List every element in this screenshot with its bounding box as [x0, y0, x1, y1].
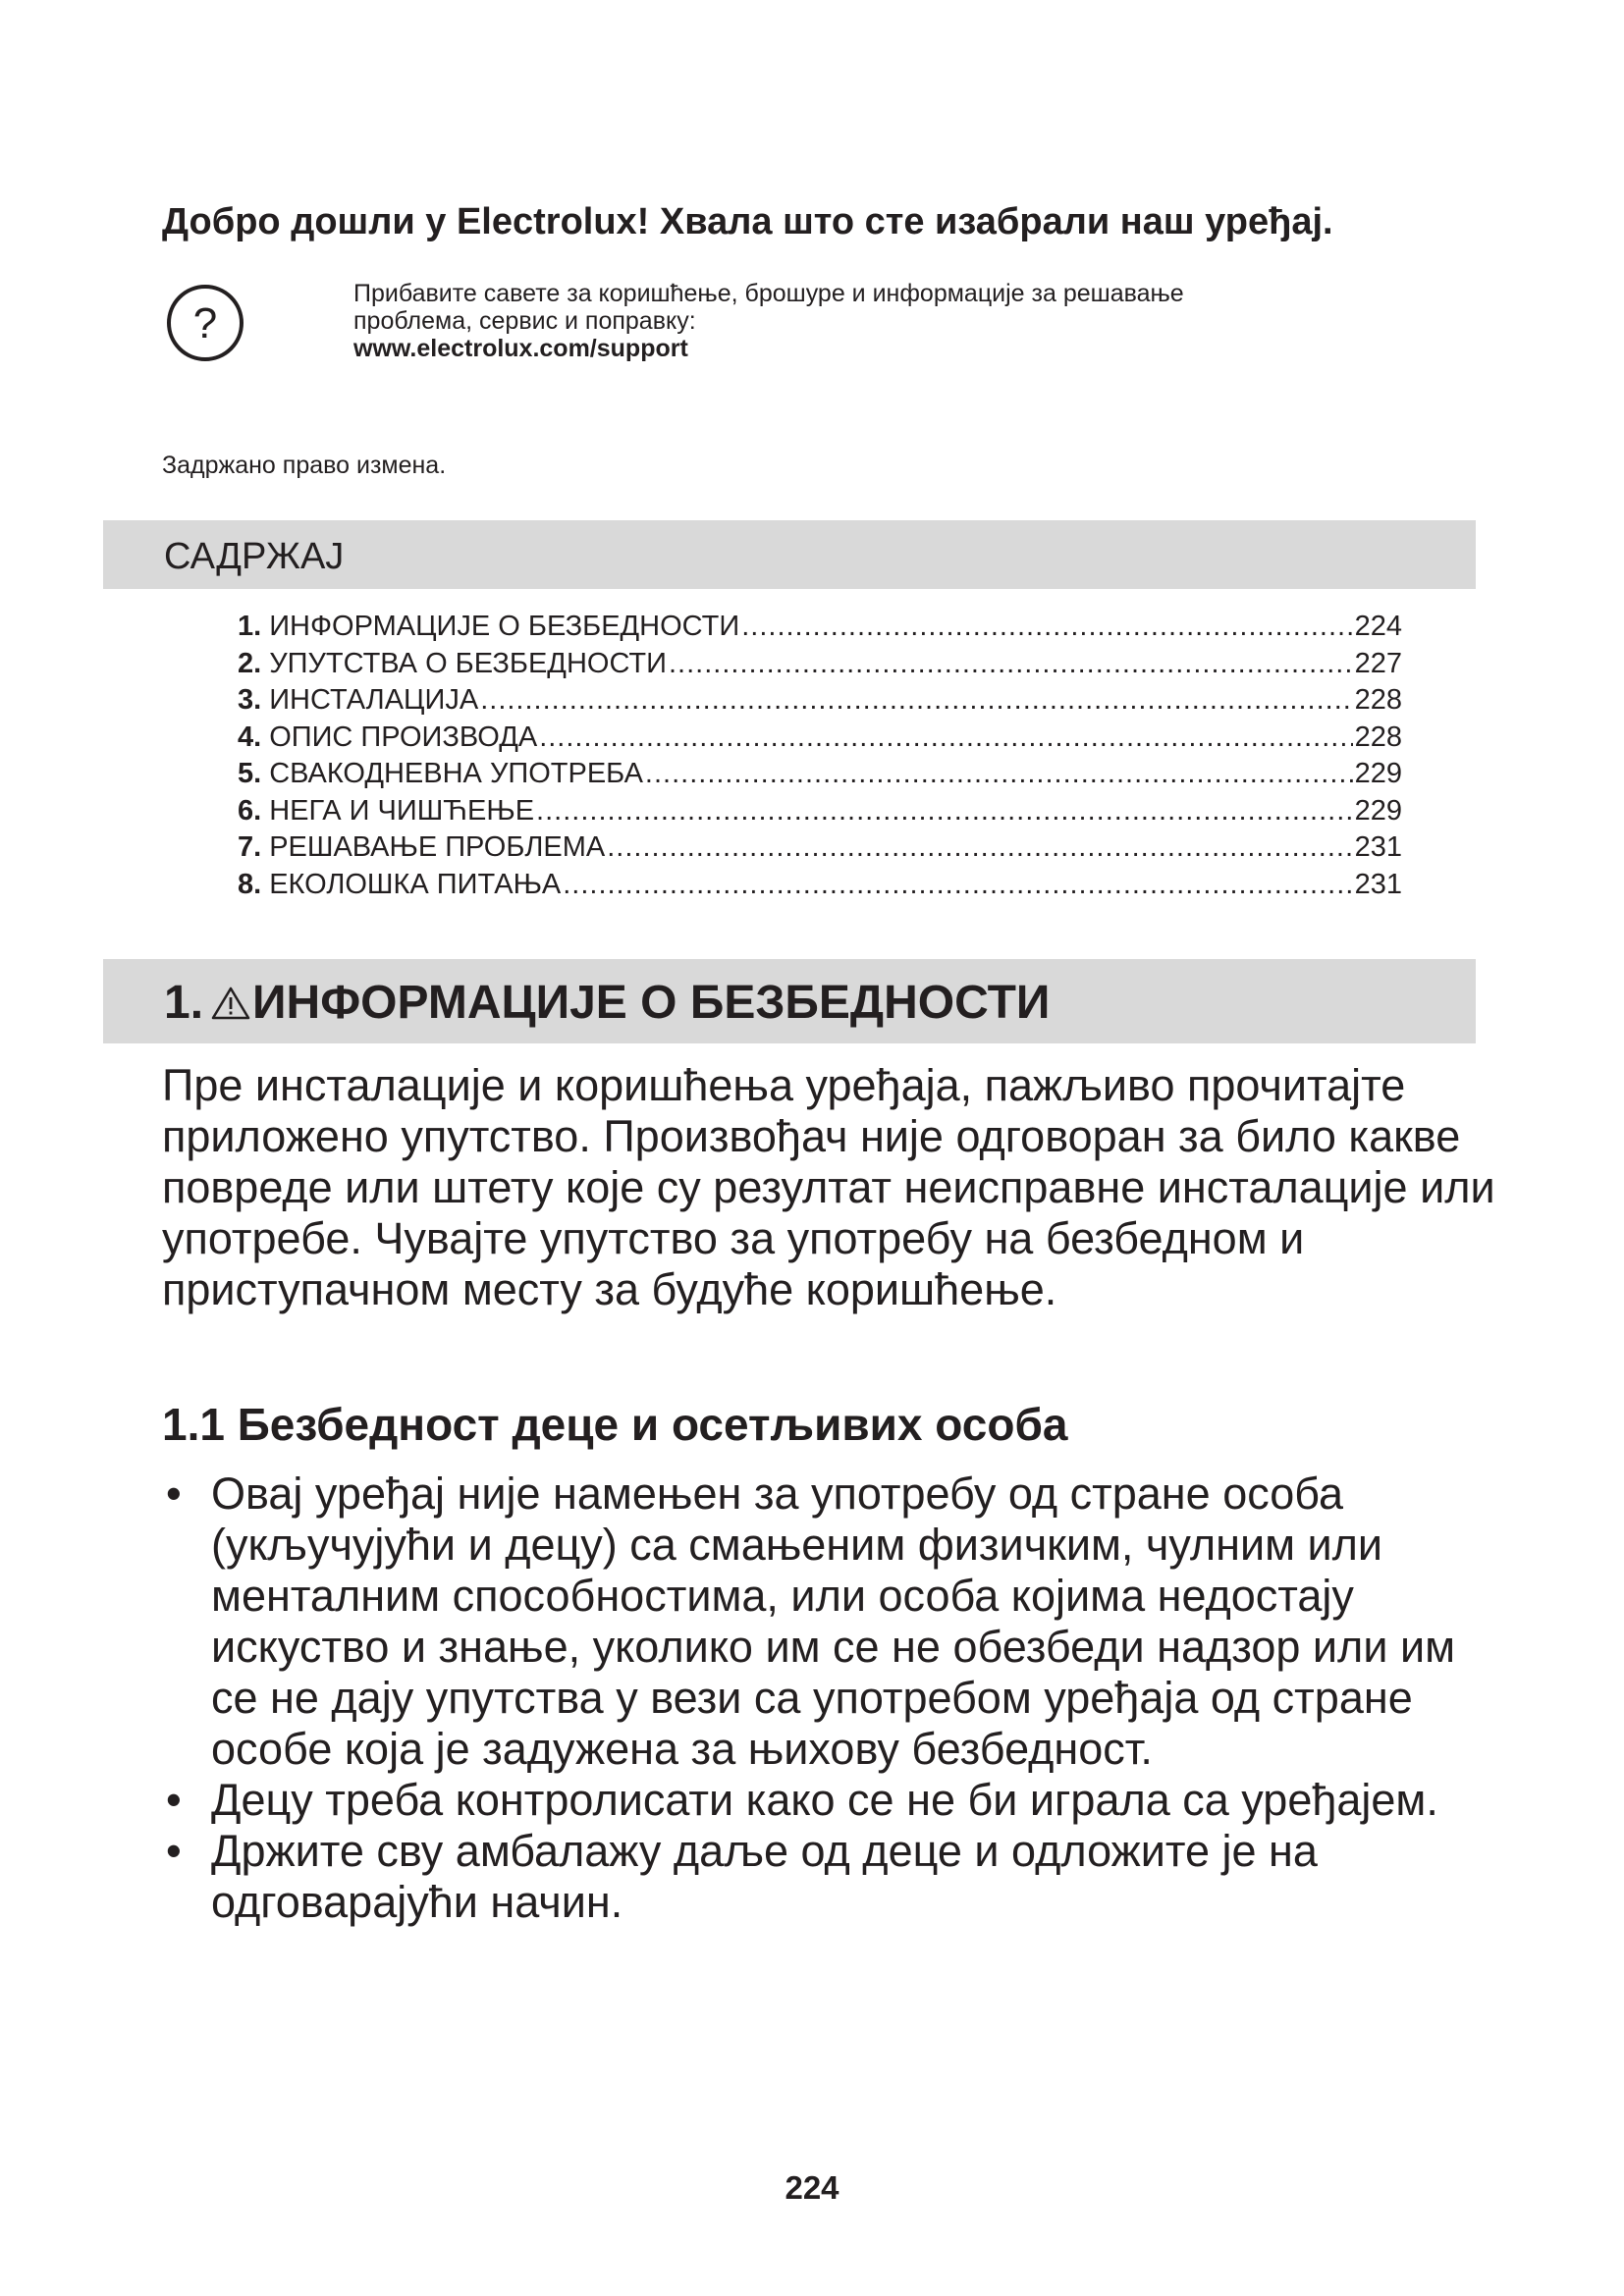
list-item [162, 1775, 1497, 1826]
toc-item[interactable] [238, 682, 1402, 720]
toc-item-number: 2. [238, 647, 262, 679]
toc-item[interactable] [238, 646, 1402, 683]
toc-dot-leader [645, 756, 1353, 793]
toc-list [238, 609, 1402, 903]
toc-item-number: 8. [238, 868, 262, 900]
toc-item-number: 6. [238, 794, 262, 827]
toc-title: САДРЖАЈ [164, 536, 345, 577]
toc-item-label: РЕШАВАЊЕ ПРОБЛЕМА [269, 831, 606, 863]
toc-dot-leader [480, 682, 1352, 720]
rights-reserved-note: Задржано право измена. [162, 452, 447, 479]
warning-triangle-icon [211, 986, 250, 1021]
list-item [162, 1826, 1497, 1928]
toc-dot-leader [563, 867, 1352, 904]
section-1-title: ИНФОРМАЦИЈЕ О БЕЗБЕДНОСТИ [252, 977, 1051, 1029]
support-info [353, 280, 1184, 362]
toc-item-label: УПУТСТВА О БЕЗБЕДНОСТИ [269, 647, 667, 679]
safety-bullet-list [162, 1468, 1497, 1928]
section-1-number: 1. [164, 977, 204, 1029]
bullet-text: Овај уређај није намењен за употребу од стране особа (укључујући и децу) са смањеним физичким, чулним или менталним способностима, или особа којима недостају искуство и знање, уколико им се не обезбеди надзор или им се не дају упутства у вези са употребом уређаја од стране особе која је задужена за њихову безбедност. [211, 1468, 1456, 1774]
bullet-marker: • [166, 1826, 182, 1876]
toc-item-number: 4. [238, 721, 262, 753]
bullet-text: Држите сву амбалажу даље од деце и одложите је на одговарајући начин. [211, 1826, 1318, 1927]
toc-item-page: 228 [1354, 721, 1402, 753]
toc-item[interactable] [238, 867, 1402, 904]
toc-item-number: 1. [238, 611, 262, 642]
toc-item-number: 5. [238, 758, 262, 789]
toc-item-label: ИНСТАЛАЦИЈА [269, 684, 479, 716]
toc-dot-leader [741, 609, 1352, 646]
toc-item[interactable] [238, 756, 1402, 793]
toc-item-page: 227 [1354, 647, 1402, 679]
bullet-marker: • [166, 1468, 182, 1519]
support-url-link[interactable]: www.electrolux.com/support [353, 335, 688, 362]
toc-item-label: ЕКОЛОШКА ПИТАЊА [269, 868, 562, 900]
safety-intro-paragraph: Пре инсталације и коришћења уређаја, пажљиво прочитајте приложено упутство. Произвођач није одговоран за било какве повреде или штету које су резултат неисправне инсталације или употребе. Чувајте упутство за употребу на безбедном и приступачном месту за будуће коришћење. [162, 1060, 1495, 1314]
welcome-heading: Добро дошли у Electrolux! Хвала што сте изабрали наш уређај. [162, 201, 1333, 242]
toc-item-page: 224 [1354, 611, 1402, 642]
toc-item-label: ИНФОРМАЦИЈЕ О БЕЗБЕДНОСТИ [269, 611, 740, 642]
toc-dot-leader [607, 829, 1352, 867]
toc-item[interactable] [238, 829, 1402, 867]
toc-dot-leader [669, 646, 1353, 683]
toc-dot-leader [539, 720, 1352, 757]
toc-item-number: 7. [238, 831, 262, 863]
toc-item[interactable] [238, 720, 1402, 757]
toc-item[interactable] [238, 609, 1402, 646]
toc-item-label: НЕГА И ЧИШЋЕЊЕ [269, 794, 535, 827]
question-circle-icon [165, 283, 245, 363]
section-1-header [103, 959, 1476, 1043]
bullet-marker: • [166, 1775, 182, 1825]
toc-item-page: 231 [1354, 831, 1402, 863]
toc-item-page: 228 [1354, 684, 1402, 716]
toc-item[interactable] [238, 793, 1402, 830]
toc-item-label: ОПИС ПРОИЗВОДА [269, 721, 538, 753]
toc-item-page: 229 [1354, 794, 1402, 827]
toc-item-number: 3. [238, 684, 262, 716]
section-1-heading [164, 976, 1050, 1030]
bullet-text: Децу треба контролисати како се не би играла са уређајем. [211, 1775, 1438, 1825]
support-text-line1: Прибавите савете за коришћење, брошуре и информације за решавање [353, 280, 1184, 307]
list-item [162, 1468, 1497, 1775]
toc-header [103, 520, 1476, 589]
svg-text:?: ? [192, 299, 218, 347]
toc-item-page: 229 [1354, 758, 1402, 789]
support-text-line2: проблема, сервис и поправку: [353, 307, 696, 335]
toc-item-page: 231 [1354, 868, 1402, 900]
toc-item-label: СВАКОДНЕВНА УПОТРЕБА [269, 758, 643, 789]
toc-dot-leader [536, 793, 1353, 830]
subsection-1-1-title: 1.1 Безбедност деце и осетљивих особа [162, 1399, 1068, 1450]
page-number: 224 [785, 2169, 839, 2206]
